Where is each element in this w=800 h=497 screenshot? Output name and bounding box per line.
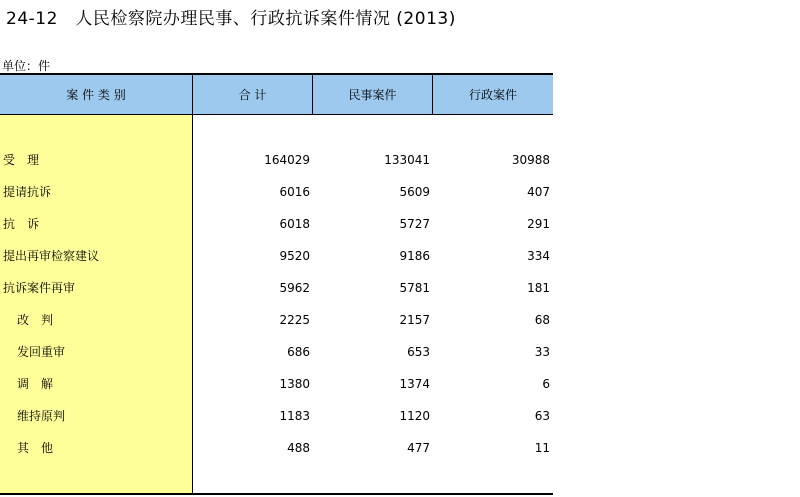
table-row	[0, 246, 553, 266]
category-column	[0, 115, 193, 493]
cell-admin: 68	[534, 313, 550, 327]
row-label: 改 判	[17, 313, 54, 327]
cell-total: 164029	[264, 153, 310, 167]
table-header	[0, 75, 553, 115]
header-admin: 行政案件	[468, 88, 517, 102]
cell-total: 1183	[279, 409, 310, 423]
cell-admin: 33	[534, 345, 550, 359]
cell-civil: 1374	[399, 377, 430, 391]
cell-total: 2225	[279, 313, 310, 327]
header-category: 案 件 类 别	[0, 75, 193, 114]
table-bottom-rule	[0, 493, 553, 495]
cell-admin: 11	[534, 441, 550, 455]
table-row	[0, 310, 553, 330]
table-row	[0, 342, 553, 362]
cell-admin: 407	[527, 185, 550, 199]
cell-civil: 5609	[399, 185, 430, 199]
cell-admin: 6	[542, 377, 550, 391]
header-civil: 民事案件	[313, 75, 433, 114]
cell-total: 6016	[279, 185, 310, 199]
row-label: 受 理	[3, 153, 40, 167]
row-label: 抗诉案件再审	[3, 281, 76, 295]
table-row	[0, 278, 553, 298]
cell-admin: 334	[527, 249, 550, 263]
cell-admin: 291	[527, 217, 550, 231]
cell-total: 686	[287, 345, 310, 359]
row-label: 调 解	[17, 377, 54, 391]
row-label: 抗 诉	[3, 217, 40, 231]
cell-admin: 63	[534, 409, 550, 423]
cell-total: 9520	[279, 249, 310, 263]
unit-label: 单位：件	[2, 59, 51, 73]
cell-total: 6018	[279, 217, 310, 231]
table-row	[0, 150, 553, 170]
row-label: 提出再审检察建议	[3, 249, 100, 263]
data-table	[0, 73, 553, 495]
cell-civil: 5727	[399, 217, 430, 231]
cell-civil: 477	[407, 441, 430, 455]
table-row	[0, 214, 553, 234]
table-row	[0, 406, 553, 426]
cell-civil: 653	[407, 345, 430, 359]
cell-admin: 181	[527, 281, 550, 295]
page-title: 24-12 人民检察院办理民事、行政抗诉案件情况 (2013)	[6, 9, 456, 29]
cell-civil: 2157	[399, 313, 430, 327]
row-label: 发回重审	[17, 345, 66, 359]
header-total: 合 计	[193, 75, 313, 114]
cell-civil: 9186	[399, 249, 430, 263]
table-row	[0, 438, 553, 458]
cell-civil: 1120	[399, 409, 430, 423]
row-label: 其 他	[17, 441, 54, 455]
cell-total: 488	[287, 441, 310, 455]
cell-total: 1380	[279, 377, 310, 391]
row-label: 提请抗诉	[3, 185, 52, 199]
cell-civil: 133041	[384, 153, 430, 167]
cell-admin: 30988	[511, 153, 550, 167]
table-row	[0, 182, 553, 202]
table-row	[0, 374, 553, 394]
cell-total: 5962	[279, 281, 310, 295]
row-label: 维持原判	[17, 409, 66, 423]
cell-civil: 5781	[399, 281, 430, 295]
